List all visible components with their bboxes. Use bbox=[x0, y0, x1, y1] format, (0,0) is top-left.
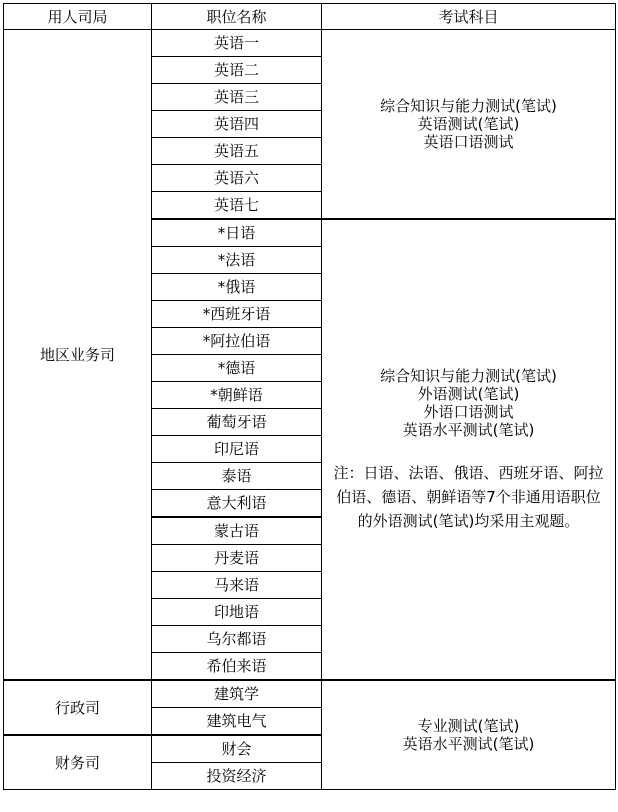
position-cell: *朝鲜语 bbox=[152, 382, 322, 409]
position-cell: 英语五 bbox=[152, 138, 322, 165]
position-cell: *日语 bbox=[152, 219, 322, 247]
position-cell: 英语一 bbox=[152, 30, 322, 57]
position-cell: 葡萄牙语 bbox=[152, 409, 322, 436]
position-cell: 投资经济 bbox=[152, 763, 322, 790]
position-cell: *西班牙语 bbox=[152, 301, 322, 328]
subject-line: 综合知识与能力测试(笔试) bbox=[380, 97, 557, 115]
position-cell: 建筑学 bbox=[152, 680, 322, 708]
position-cell: 蒙古语 bbox=[152, 517, 322, 545]
exam-subjects-table bbox=[3, 3, 616, 790]
header-row bbox=[4, 4, 616, 30]
position-cell: 乌尔都语 bbox=[152, 626, 322, 653]
bureau-cell-regional: 地区业务司 bbox=[4, 30, 152, 681]
position-cell: *法语 bbox=[152, 247, 322, 274]
bureau-cell-finance: 财务司 bbox=[4, 735, 152, 790]
position-cell: 印地语 bbox=[152, 599, 322, 626]
table-row bbox=[4, 30, 616, 57]
position-cell: 财会 bbox=[152, 735, 322, 763]
subject-line: 综合知识与能力测试(笔试) bbox=[380, 366, 557, 385]
exam-note: 注：日语、法语、俄语、西班牙语、阿拉伯语、德语、朝鲜语等7个非通用语职位的外语测试(笔试)均采用主观题。 bbox=[333, 463, 604, 530]
position-cell: 建筑电气 bbox=[152, 708, 322, 736]
position-cell: *俄语 bbox=[152, 274, 322, 301]
subject-line: 外语口语测试 bbox=[423, 402, 514, 421]
position-cell: 英语六 bbox=[152, 165, 322, 192]
position-cell: *德语 bbox=[152, 355, 322, 382]
subject-line: 外语测试(笔试) bbox=[417, 384, 520, 403]
position-cell: 丹麦语 bbox=[152, 545, 322, 572]
table-row bbox=[4, 680, 616, 708]
header-bureau: 用人司局 bbox=[4, 4, 152, 30]
position-cell: 希伯来语 bbox=[152, 653, 322, 681]
position-cell: 英语四 bbox=[152, 111, 322, 138]
position-cell: 马来语 bbox=[152, 572, 322, 599]
header-position: 职位名称 bbox=[152, 4, 322, 30]
position-cell: 英语二 bbox=[152, 57, 322, 84]
position-cell: 英语七 bbox=[152, 192, 322, 220]
position-cell: 印尼语 bbox=[152, 436, 322, 463]
position-cell: 泰语 bbox=[152, 463, 322, 490]
subjects-cell-other-languages bbox=[322, 219, 616, 680]
subject-line: 英语水平测试(笔试) bbox=[402, 420, 535, 439]
subject-line: 专业测试(笔试) bbox=[417, 717, 520, 735]
header-subjects: 考试科目 bbox=[322, 4, 616, 30]
position-cell: 英语三 bbox=[152, 84, 322, 111]
bureau-cell-admin: 行政司 bbox=[4, 680, 152, 735]
subject-line: 英语口语测试 bbox=[423, 133, 514, 151]
subjects-cell-english bbox=[322, 30, 616, 220]
position-cell: 意大利语 bbox=[152, 490, 322, 518]
subjects-cell-professional bbox=[322, 680, 616, 790]
subject-line: 英语测试(笔试) bbox=[417, 115, 520, 133]
subject-line: 英语水平测试(笔试) bbox=[402, 735, 535, 753]
position-cell: *阿拉伯语 bbox=[152, 328, 322, 355]
